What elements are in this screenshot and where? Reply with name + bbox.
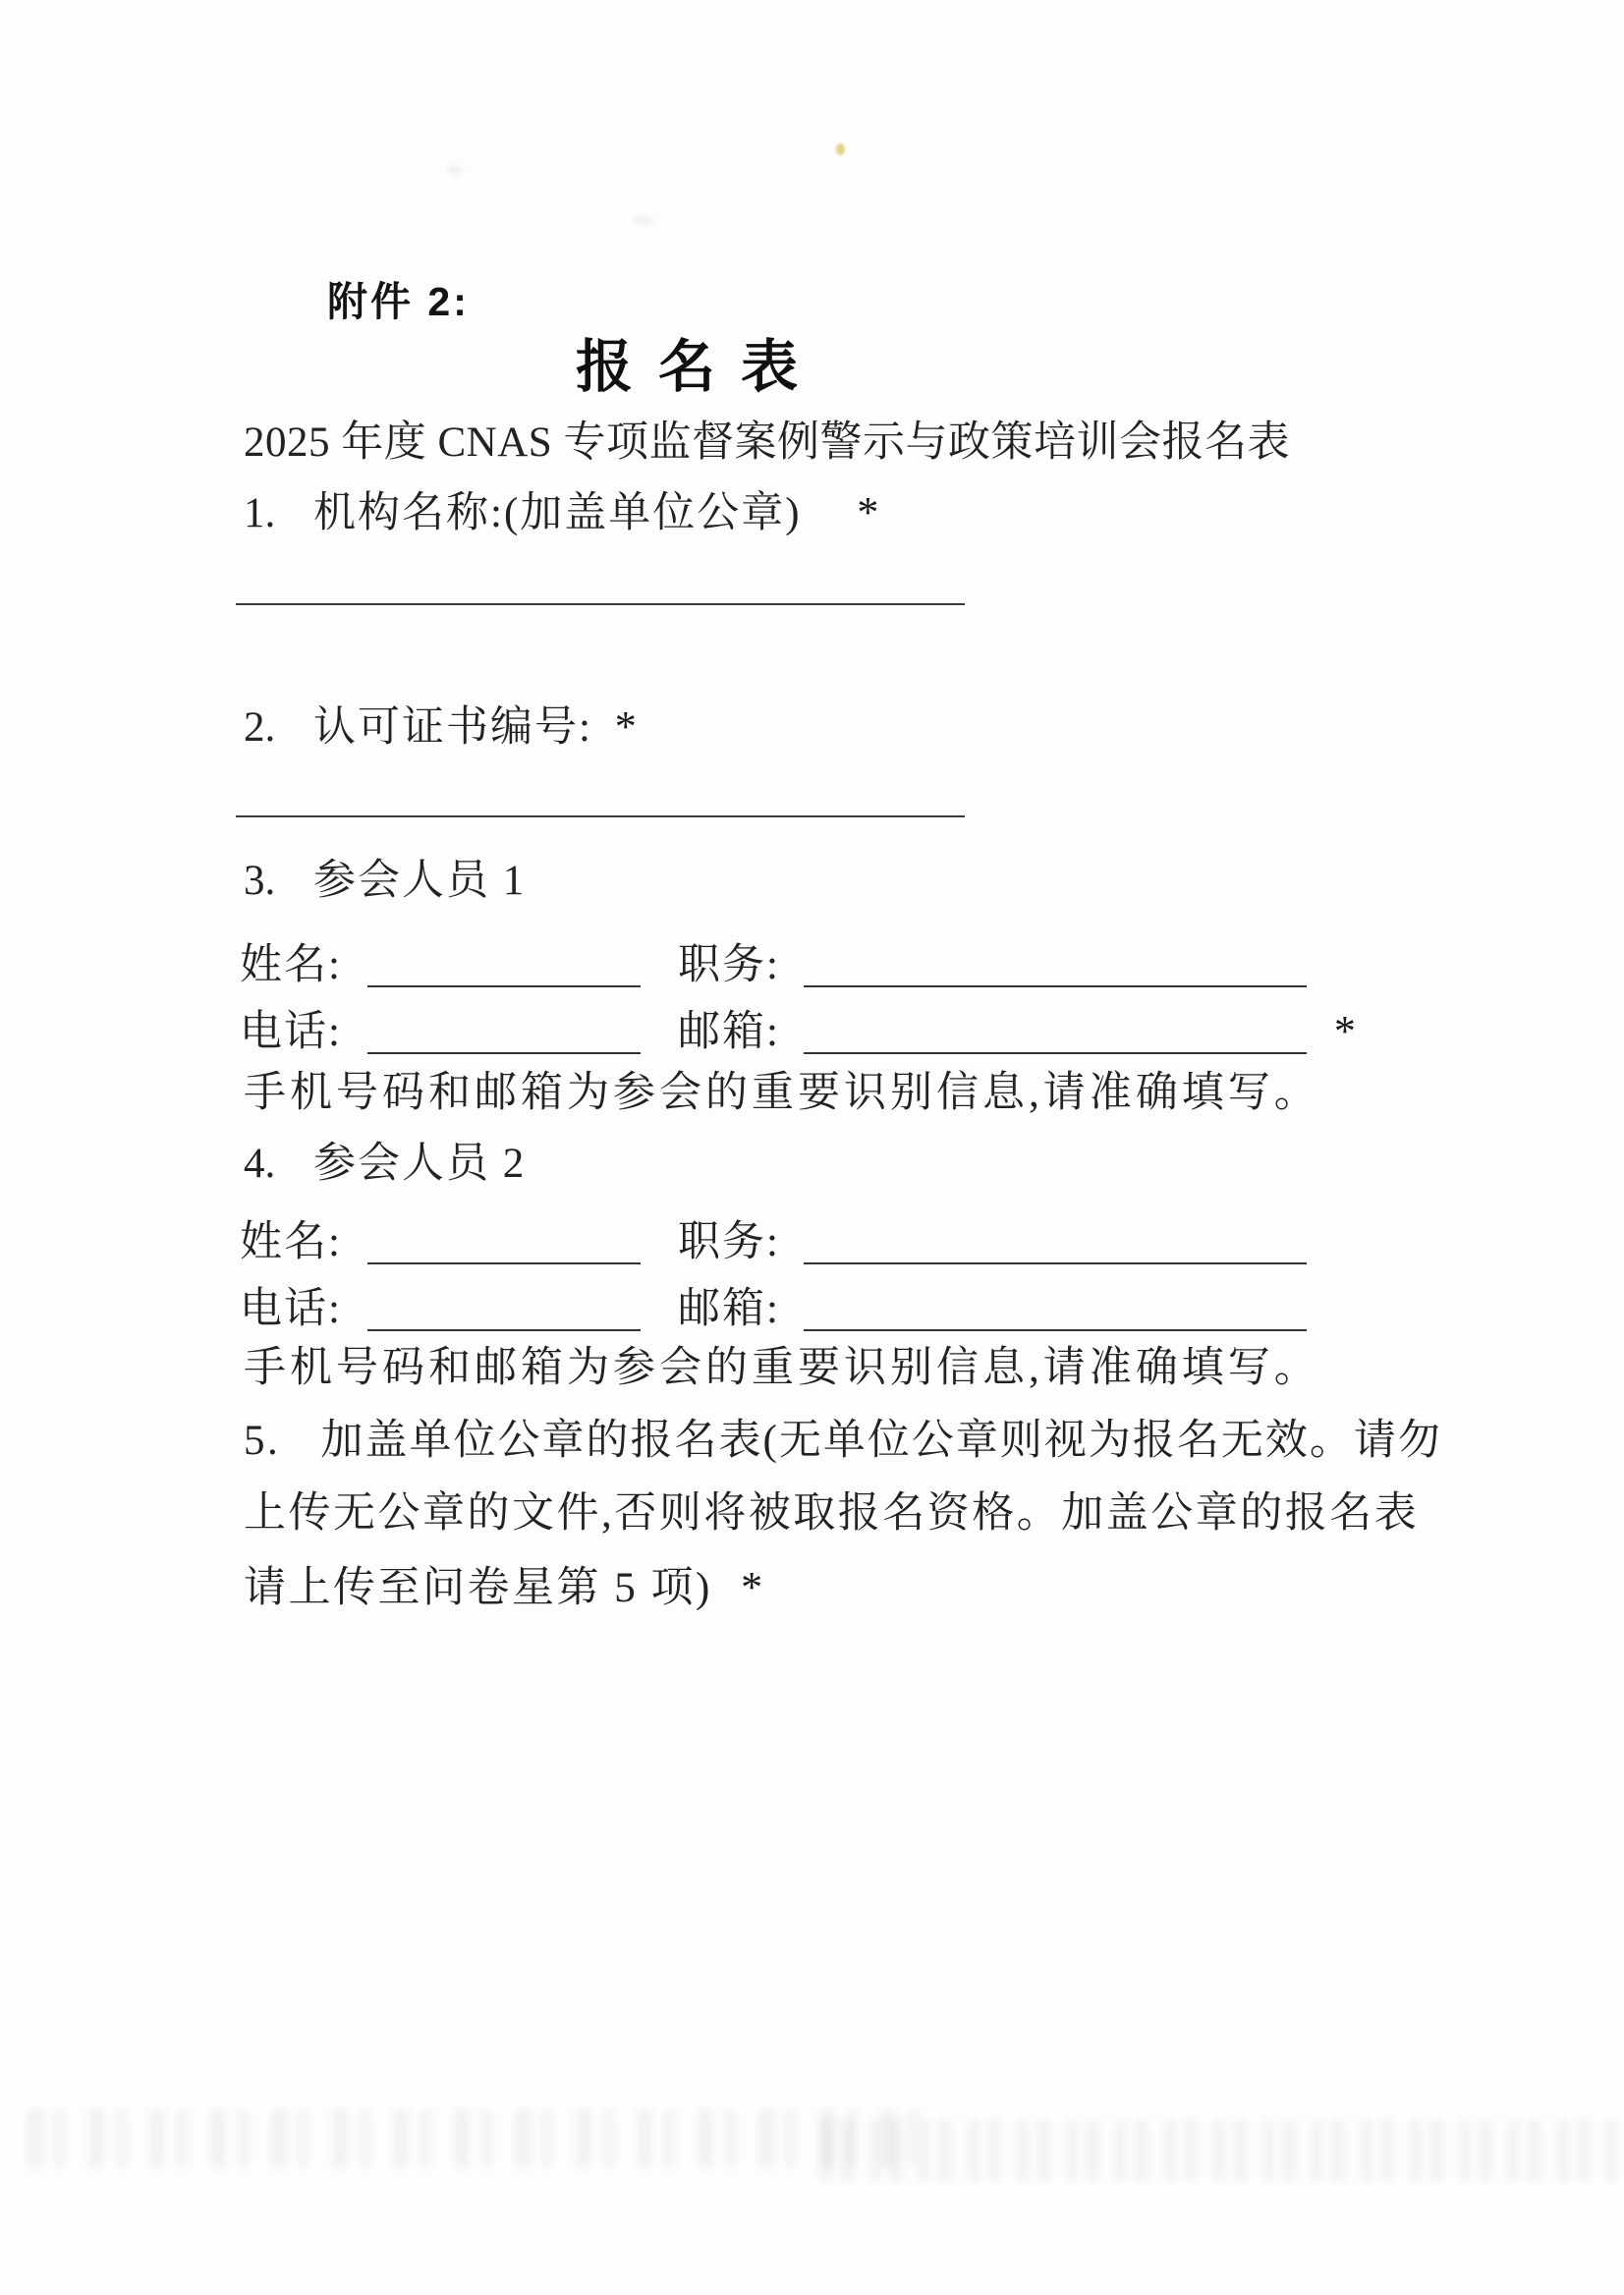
item-2 bbox=[244, 700, 637, 755]
email-blank-line bbox=[804, 1052, 1307, 1054]
phone-label: 电话: bbox=[240, 1286, 342, 1332]
phone-blank-line bbox=[367, 1329, 641, 1331]
item-5-number: 5. bbox=[244, 1418, 281, 1464]
fill-in-line-item-1 bbox=[236, 603, 965, 605]
item-1-label: 机构名称:(加盖单位公章) bbox=[313, 490, 802, 536]
attachment-label: 附件 2: bbox=[327, 279, 470, 324]
name-label: 姓名: bbox=[240, 1219, 342, 1265]
required-asterisk: * bbox=[1333, 1007, 1358, 1055]
participant-2-heading bbox=[244, 1138, 526, 1191]
required-asterisk: * bbox=[614, 702, 637, 751]
item-5-line-2: 上传无公章的文件,否则将被取报名资格。加盖公章的报名表 bbox=[244, 1490, 1420, 1537]
item-1-number: 1. bbox=[244, 490, 276, 536]
item-4-label: 参会人员 2 bbox=[313, 1141, 527, 1187]
note-text: 手机号码和邮箱为参会的重要识别信息,请准确填写。 bbox=[244, 1070, 1320, 1116]
scan-speck bbox=[634, 216, 653, 225]
bleed-through-ghost-text bbox=[820, 2120, 1616, 2181]
participant-1-contact-row bbox=[240, 998, 1358, 1058]
participant-2-name-row bbox=[240, 1208, 1307, 1268]
item-5-line-3 bbox=[244, 1560, 765, 1615]
email-blank-line bbox=[804, 1329, 1307, 1331]
item-3-label: 参会人员 1 bbox=[313, 858, 527, 904]
email-label: 邮箱: bbox=[677, 1009, 780, 1055]
note-text: 手机号码和邮箱为参会的重要识别信息,请准确填写。 bbox=[244, 1345, 1320, 1391]
required-asterisk: * bbox=[741, 1563, 765, 1611]
phone-label: 电话: bbox=[240, 1009, 342, 1055]
item-1 bbox=[244, 485, 878, 540]
position-blank-line bbox=[804, 1262, 1307, 1264]
name-blank-line bbox=[367, 985, 641, 987]
form-title: 报名表 bbox=[576, 335, 824, 399]
item-2-label: 认可证书编号: bbox=[313, 704, 592, 751]
item-4-number: 4. bbox=[244, 1141, 276, 1187]
participant-2-contact-row bbox=[240, 1275, 1307, 1335]
email-label: 邮箱: bbox=[677, 1286, 780, 1332]
form-subtitle: 2025 年度 CNAS 专项监督案例警示与政策培训会报名表 bbox=[244, 420, 1290, 466]
required-asterisk: * bbox=[857, 488, 879, 536]
item-5-line-1 bbox=[244, 1415, 1442, 1468]
position-blank-line bbox=[804, 985, 1307, 987]
name-blank-line bbox=[367, 1262, 641, 1264]
scan-speck bbox=[836, 143, 845, 155]
bleed-through-ghost-text bbox=[28, 2110, 936, 2167]
scan-speck bbox=[447, 165, 463, 175]
item-2-number: 2. bbox=[244, 704, 276, 751]
position-label: 职务: bbox=[677, 1219, 780, 1265]
name-label: 姓名: bbox=[240, 942, 342, 988]
item-5-label-line-1: 加盖单位公章的报名表(无单位公章则视为报名无效。请勿 bbox=[320, 1418, 1442, 1464]
fill-in-line-item-2 bbox=[236, 815, 965, 817]
participant-1-name-row bbox=[240, 931, 1307, 991]
phone-blank-line bbox=[367, 1052, 641, 1054]
item-3-number: 3. bbox=[244, 858, 276, 904]
participant-1-heading bbox=[244, 855, 526, 908]
item-5-label-line-3: 请上传至问卷星第 5 项) bbox=[244, 1565, 712, 1611]
position-label: 职务: bbox=[677, 942, 780, 988]
